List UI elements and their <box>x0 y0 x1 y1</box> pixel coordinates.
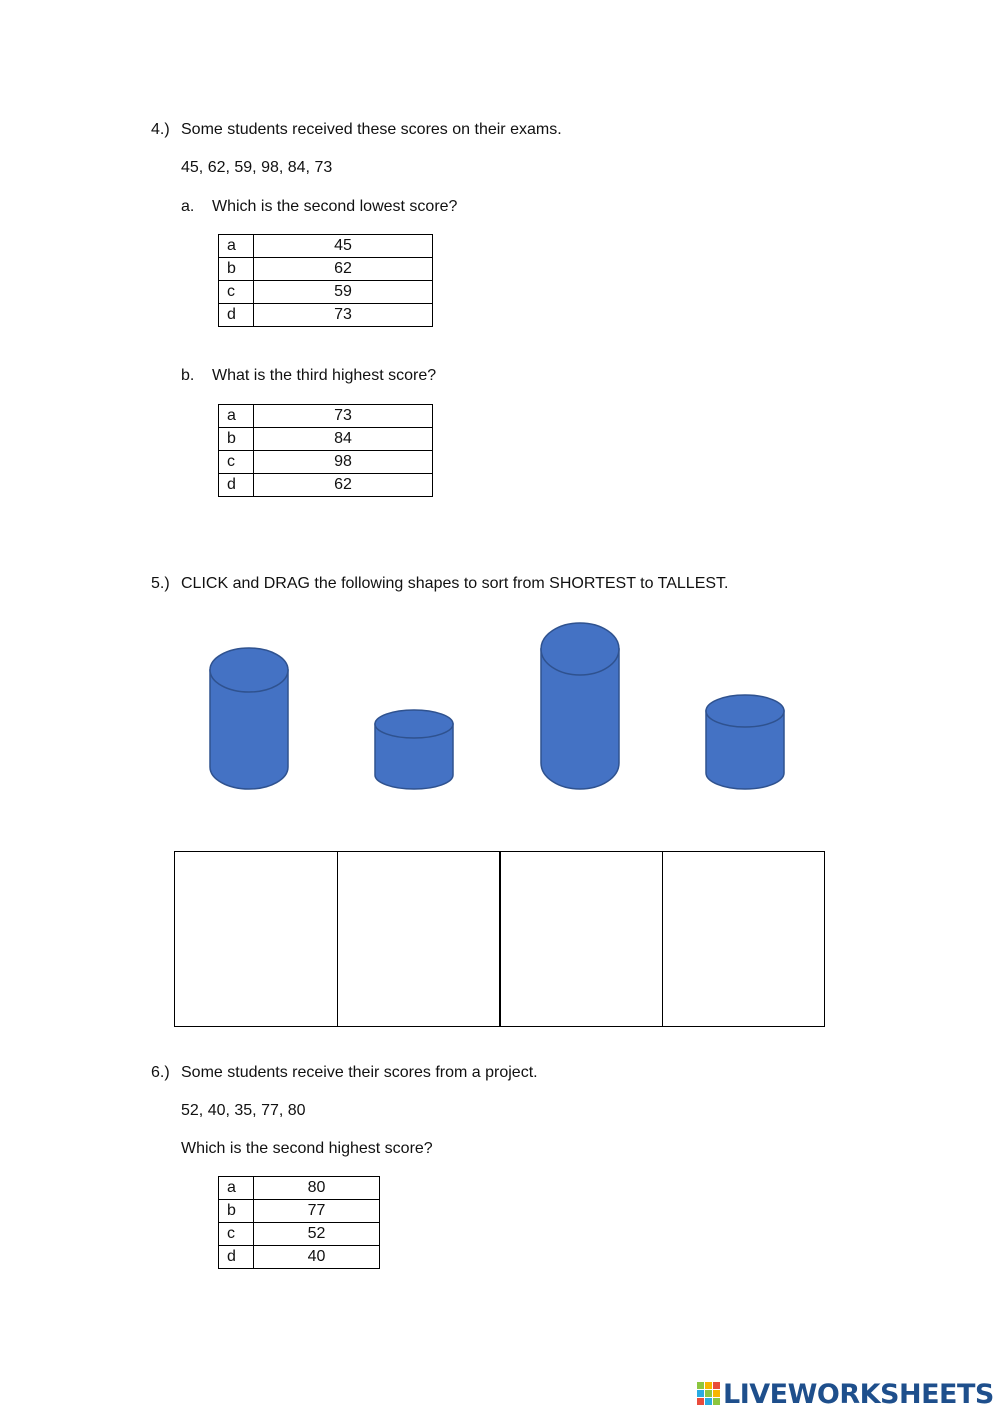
q4b-option-a[interactable] <box>219 405 433 428</box>
q6-scores: 52, 40, 35, 77, 80 <box>181 1102 306 1119</box>
liveworksheets-logo-text: LIVEWORKSHEETS <box>723 1378 994 1410</box>
cylinder-4-draggable[interactable] <box>704 694 786 791</box>
option-value: 98 <box>254 451 433 474</box>
option-letter: c <box>219 451 254 474</box>
option-letter: a <box>219 405 254 428</box>
option-value: 73 <box>254 304 433 327</box>
option-letter: b <box>219 1200 254 1223</box>
option-letter: b <box>219 258 254 281</box>
q4-prompt: Some students received these scores on their exams. <box>181 121 562 138</box>
option-letter: d <box>219 474 254 497</box>
q5-number: 5.) <box>151 575 170 592</box>
option-value: 84 <box>254 428 433 451</box>
q4a-options-table <box>218 234 433 327</box>
option-letter: b <box>219 428 254 451</box>
option-letter: a <box>219 1177 254 1200</box>
option-value: 77 <box>254 1200 380 1223</box>
q6-number: 6.) <box>151 1064 170 1081</box>
option-value: 62 <box>254 474 433 497</box>
q6-options-table <box>218 1176 380 1269</box>
liveworksheets-logo-icon <box>697 1382 721 1406</box>
q4a-option-a[interactable] <box>219 235 433 258</box>
option-letter: c <box>219 1223 254 1246</box>
q4b-letter: b. <box>181 367 195 384</box>
option-value: 45 <box>254 235 433 258</box>
q4b-option-d[interactable] <box>219 474 433 497</box>
q4b-question: What is the third highest score? <box>212 367 437 384</box>
q4b-option-b[interactable] <box>219 428 433 451</box>
option-value: 73 <box>254 405 433 428</box>
cylinder-2-draggable[interactable] <box>373 708 455 791</box>
q4b-option-c[interactable] <box>219 451 433 474</box>
option-value: 52 <box>254 1223 380 1246</box>
option-letter: a <box>219 235 254 258</box>
drop-slot-3[interactable] <box>499 851 663 1027</box>
q4b-options-table <box>218 404 433 497</box>
option-letter: d <box>219 1246 254 1269</box>
q4a-question: Which is the second lowest score? <box>212 198 458 215</box>
q4a-option-d[interactable] <box>219 304 433 327</box>
drop-slot-1[interactable] <box>174 851 338 1027</box>
q4a-letter: a. <box>181 198 195 215</box>
liveworksheets-logo[interactable] <box>697 1378 994 1410</box>
q4a-option-b[interactable] <box>219 258 433 281</box>
option-letter: d <box>219 304 254 327</box>
q6-option-d[interactable] <box>219 1246 380 1269</box>
q5-prompt: CLICK and DRAG the following shapes to sort from SHORTEST to TALLEST. <box>181 575 729 592</box>
option-value: 59 <box>254 281 433 304</box>
option-value: 40 <box>254 1246 380 1269</box>
q4-number: 4.) <box>151 121 170 138</box>
option-value: 80 <box>254 1177 380 1200</box>
q6-option-b[interactable] <box>219 1200 380 1223</box>
cylinder-1-draggable[interactable] <box>208 646 290 791</box>
drop-slot-4[interactable] <box>662 851 825 1027</box>
option-value: 62 <box>254 258 433 281</box>
q6-question: Which is the second highest score? <box>181 1140 433 1157</box>
option-letter: c <box>219 281 254 304</box>
drop-slot-2[interactable] <box>337 851 501 1027</box>
q6-option-c[interactable] <box>219 1223 380 1246</box>
cylinder-3-draggable[interactable] <box>539 621 621 791</box>
q6-option-a[interactable] <box>219 1177 380 1200</box>
q6-prompt: Some students receive their scores from a project. <box>181 1064 538 1081</box>
q4a-option-c[interactable] <box>219 281 433 304</box>
q4-scores: 45, 62, 59, 98, 84, 73 <box>181 159 333 176</box>
